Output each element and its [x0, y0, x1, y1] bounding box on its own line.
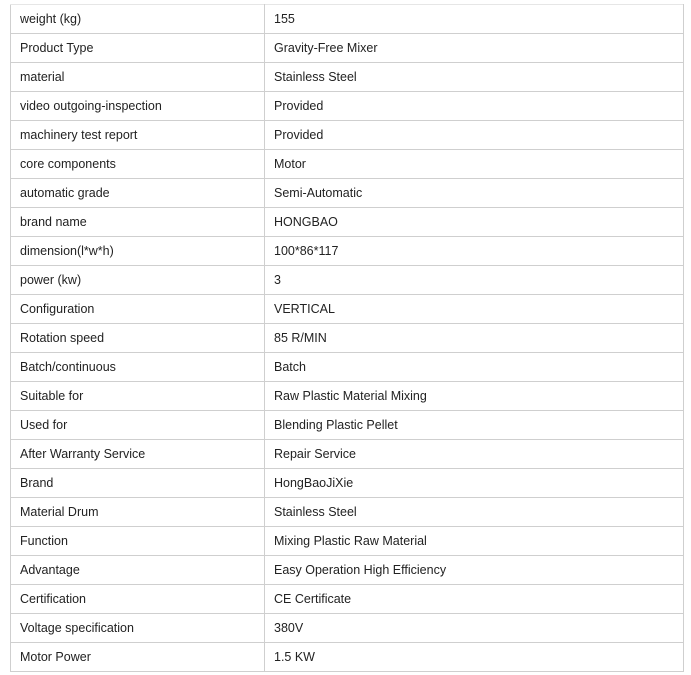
spec-value: Mixing Plastic Raw Material — [265, 527, 684, 556]
table-row — [11, 5, 684, 34]
table-row — [11, 643, 684, 672]
spec-key: machinery test report — [11, 121, 265, 150]
table-row — [11, 266, 684, 295]
spec-value: Blending Plastic Pellet — [265, 411, 684, 440]
spec-key: Function — [11, 527, 265, 556]
spec-table-body — [11, 5, 684, 672]
spec-key: power (kw) — [11, 266, 265, 295]
spec-key: Batch/continuous — [11, 353, 265, 382]
spec-value: CE Certificate — [265, 585, 684, 614]
spec-value: Repair Service — [265, 440, 684, 469]
spec-table — [10, 4, 684, 672]
spec-key: Advantage — [11, 556, 265, 585]
spec-value: HONGBAO — [265, 208, 684, 237]
table-row — [11, 63, 684, 92]
spec-key: dimension(l*w*h) — [11, 237, 265, 266]
table-row — [11, 324, 684, 353]
table-row — [11, 237, 684, 266]
table-row — [11, 469, 684, 498]
spec-value: Batch — [265, 353, 684, 382]
spec-key: material — [11, 63, 265, 92]
spec-key: Certification — [11, 585, 265, 614]
spec-key: brand name — [11, 208, 265, 237]
spec-key: automatic grade — [11, 179, 265, 208]
spec-value: Semi-Automatic — [265, 179, 684, 208]
spec-key: core components — [11, 150, 265, 179]
spec-value: Provided — [265, 92, 684, 121]
spec-key: Motor Power — [11, 643, 265, 672]
spec-key: video outgoing-inspection — [11, 92, 265, 121]
spec-key: Voltage specification — [11, 614, 265, 643]
spec-value: 85 R/MIN — [265, 324, 684, 353]
spec-key: After Warranty Service — [11, 440, 265, 469]
spec-value: HongBaoJiXie — [265, 469, 684, 498]
table-row — [11, 92, 684, 121]
table-row — [11, 150, 684, 179]
table-row — [11, 382, 684, 411]
table-row — [11, 498, 684, 527]
table-row — [11, 179, 684, 208]
spec-value: 100*86*117 — [265, 237, 684, 266]
spec-value: VERTICAL — [265, 295, 684, 324]
spec-value: 155 — [265, 5, 684, 34]
table-row — [11, 208, 684, 237]
table-row — [11, 34, 684, 63]
table-row — [11, 295, 684, 324]
table-row — [11, 353, 684, 382]
spec-key: Used for — [11, 411, 265, 440]
table-row — [11, 440, 684, 469]
spec-value: Motor — [265, 150, 684, 179]
table-row — [11, 585, 684, 614]
spec-value: Provided — [265, 121, 684, 150]
spec-key: Brand — [11, 469, 265, 498]
table-row — [11, 556, 684, 585]
spec-value: Stainless Steel — [265, 498, 684, 527]
spec-key: Rotation speed — [11, 324, 265, 353]
spec-key: Suitable for — [11, 382, 265, 411]
spec-key: Product Type — [11, 34, 265, 63]
table-row — [11, 614, 684, 643]
spec-value: Raw Plastic Material Mixing — [265, 382, 684, 411]
table-row — [11, 411, 684, 440]
spec-key: Configuration — [11, 295, 265, 324]
spec-value: 3 — [265, 266, 684, 295]
table-row — [11, 527, 684, 556]
table-row — [11, 121, 684, 150]
spec-value: Easy Operation High Efficiency — [265, 556, 684, 585]
spec-value: Stainless Steel — [265, 63, 684, 92]
spec-value: Gravity-Free Mixer — [265, 34, 684, 63]
spec-key: weight (kg) — [11, 5, 265, 34]
spec-key: Material Drum — [11, 498, 265, 527]
spec-value: 380V — [265, 614, 684, 643]
spec-value: 1.5 KW — [265, 643, 684, 672]
